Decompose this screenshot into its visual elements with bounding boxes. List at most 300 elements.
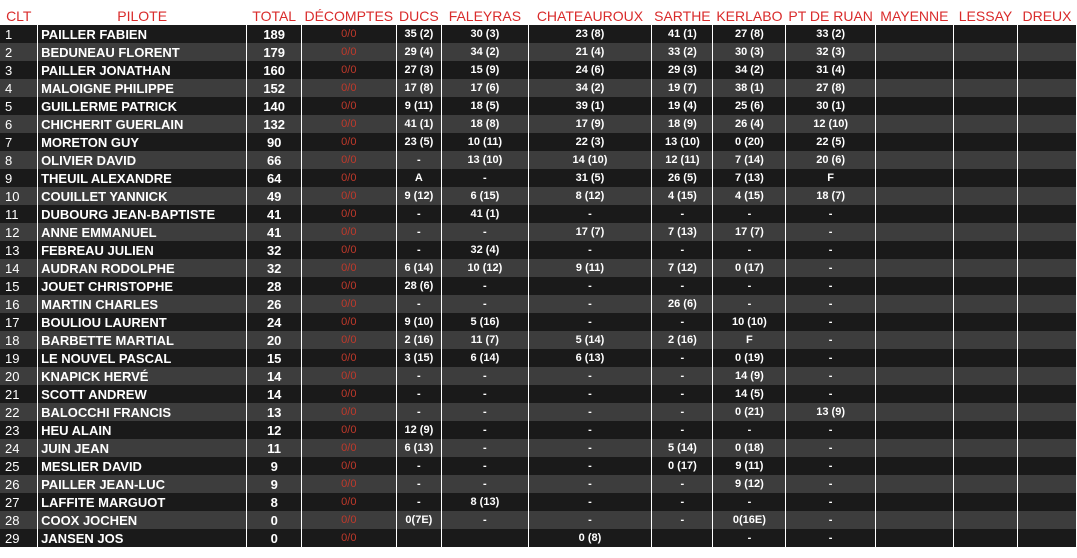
race-result-cell: - [396,151,442,169]
race-result-cell: - [442,169,528,187]
rank-cell: 21 [0,385,38,403]
table-row [0,79,1077,97]
race-result-cell [1017,97,1076,115]
race-result-cell [954,187,1018,205]
race-result-cell [1017,169,1076,187]
race-result-cell: 10 (12) [442,259,528,277]
race-result-cell: 38 (1) [713,79,786,97]
pilot-name-cell: HEU ALAIN [38,421,247,439]
total-points-cell: 189 [247,25,302,43]
race-result-cell: - [396,385,442,403]
pilot-name-cell: JANSEN JOS [38,529,247,547]
rank-cell: 24 [0,439,38,457]
race-result-cell: 8 (12) [528,187,652,205]
race-result-cell [954,439,1018,457]
race-result-cell: 5 (14) [652,439,713,457]
race-result-cell: 13 (10) [652,133,713,151]
decomptes-cell: 0/0 [302,205,396,223]
total-points-cell: 28 [247,277,302,295]
race-result-cell [954,385,1018,403]
race-result-cell: - [786,493,875,511]
rank-cell: 9 [0,169,38,187]
total-points-cell: 24 [247,313,302,331]
table-row [0,187,1077,205]
race-result-cell: 31 (5) [528,169,652,187]
decomptes-cell: 0/0 [302,223,396,241]
race-result-cell [875,43,953,61]
race-result-cell: - [652,349,713,367]
race-result-cell [954,457,1018,475]
table-row [0,259,1077,277]
pilot-name-cell: OLIVIER DAVID [38,151,247,169]
total-points-cell: 26 [247,295,302,313]
total-points-cell: 20 [247,331,302,349]
race-result-cell [954,475,1018,493]
race-result-cell [1017,457,1076,475]
race-result-cell: - [442,475,528,493]
total-points-cell: 90 [247,133,302,151]
race-result-cell [1017,421,1076,439]
table-row [0,349,1077,367]
race-result-cell: 18 (7) [786,187,875,205]
pilot-name-cell: JOUET CHRISTOPHE [38,277,247,295]
race-result-cell: 0 (8) [528,529,652,547]
race-result-cell [954,259,1018,277]
race-result-cell: - [652,277,713,295]
race-result-cell [1017,259,1076,277]
race-result-cell: - [652,475,713,493]
standings-body [0,25,1077,547]
race-result-cell [1017,61,1076,79]
race-result-cell: 17 (9) [528,115,652,133]
table-row [0,439,1077,457]
race-result-cell: - [786,385,875,403]
race-result-cell: 30 (1) [786,97,875,115]
header-lessay: LESSAY [954,7,1018,25]
race-result-cell: 14 (10) [528,151,652,169]
rank-cell: 26 [0,475,38,493]
race-result-cell: - [786,421,875,439]
race-result-cell: 6 (13) [396,439,442,457]
race-result-cell [1017,223,1076,241]
decomptes-cell: 0/0 [302,439,396,457]
race-result-cell [875,205,953,223]
race-result-cell [1017,151,1076,169]
race-result-cell: 9 (11) [713,457,786,475]
race-result-cell [954,403,1018,421]
race-result-cell: 34 (2) [442,43,528,61]
decomptes-cell: 0/0 [302,529,396,547]
race-result-cell [1017,187,1076,205]
total-points-cell: 32 [247,259,302,277]
race-result-cell [875,349,953,367]
race-result-cell [1017,115,1076,133]
race-result-cell: 23 (5) [396,133,442,151]
pilot-name-cell: CHICHERIT GUERLAIN [38,115,247,133]
rank-cell: 25 [0,457,38,475]
rank-cell: 17 [0,313,38,331]
table-row [0,277,1077,295]
race-result-cell: 0 (17) [713,259,786,277]
header-ducs: DUCS [396,7,442,25]
race-result-cell [1017,493,1076,511]
race-result-cell: - [713,241,786,259]
race-result-cell: 11 (7) [442,331,528,349]
race-result-cell: 25 (6) [713,97,786,115]
race-result-cell: 15 (9) [442,61,528,79]
race-result-cell [875,259,953,277]
decomptes-cell: 0/0 [302,421,396,439]
race-result-cell: 18 (8) [442,115,528,133]
race-result-cell: - [713,493,786,511]
race-result-cell: - [442,457,528,475]
rank-cell: 14 [0,259,38,277]
race-result-cell: - [442,403,528,421]
race-result-cell: 0(16E) [713,511,786,529]
table-row [0,367,1077,385]
header-total: TOTAL [247,7,302,25]
decomptes-cell: 0/0 [302,169,396,187]
table-row [0,475,1077,493]
race-result-cell: 0 (18) [713,439,786,457]
race-result-cell [875,385,953,403]
race-result-cell [875,295,953,313]
race-result-cell: - [652,367,713,385]
race-result-cell [954,115,1018,133]
race-result-cell: - [528,367,652,385]
race-result-cell: 14 (9) [713,367,786,385]
decomptes-cell: 0/0 [302,367,396,385]
pilot-name-cell: PAILLER FABIEN [38,25,247,43]
pilot-name-cell: PAILLER JEAN-LUC [38,475,247,493]
race-result-cell [875,457,953,475]
table-row [0,61,1077,79]
total-points-cell: 14 [247,385,302,403]
race-result-cell [1017,295,1076,313]
header-clt: CLT [0,7,38,25]
race-result-cell: 17 (7) [713,223,786,241]
header-row [0,7,1077,25]
rank-cell: 7 [0,133,38,151]
rank-cell: 13 [0,241,38,259]
pilot-name-cell: FEBREAU JULIEN [38,241,247,259]
pilot-name-cell: SCOTT ANDREW [38,385,247,403]
decomptes-cell: 0/0 [302,277,396,295]
race-result-cell [1017,241,1076,259]
race-result-cell [954,331,1018,349]
rank-cell: 6 [0,115,38,133]
rank-cell: 16 [0,295,38,313]
rank-cell: 1 [0,25,38,43]
race-result-cell: 19 (4) [652,97,713,115]
pilot-name-cell: BEDUNEAU FLORENT [38,43,247,61]
race-result-cell: - [528,439,652,457]
race-result-cell: - [652,403,713,421]
pilot-name-cell: ANNE EMMANUEL [38,223,247,241]
race-result-cell: - [713,529,786,547]
race-result-cell: 22 (5) [786,133,875,151]
race-result-cell: 12 (11) [652,151,713,169]
race-result-cell [1017,43,1076,61]
race-result-cell: - [528,475,652,493]
standings-table [0,7,1077,547]
race-result-cell: - [396,475,442,493]
race-result-cell [1017,529,1076,547]
table-row [0,97,1077,115]
race-result-cell [954,367,1018,385]
total-points-cell: 132 [247,115,302,133]
race-result-cell: 23 (8) [528,25,652,43]
race-result-cell: 12 (9) [396,421,442,439]
race-result-cell: 26 (6) [652,295,713,313]
race-result-cell: 7 (14) [713,151,786,169]
race-result-cell: 3 (15) [396,349,442,367]
race-result-cell: 0 (19) [713,349,786,367]
race-result-cell: - [528,295,652,313]
table-row [0,313,1077,331]
race-result-cell: - [786,277,875,295]
race-result-cell [954,241,1018,259]
pilot-name-cell: JUIN JEAN [38,439,247,457]
race-result-cell: 13 (9) [786,403,875,421]
table-row [0,295,1077,313]
pilot-name-cell: LE NOUVEL PASCAL [38,349,247,367]
race-result-cell [396,529,442,547]
race-result-cell: 20 (6) [786,151,875,169]
race-result-cell: - [442,223,528,241]
race-result-cell [875,169,953,187]
race-result-cell: - [442,385,528,403]
race-result-cell: 9 (11) [528,259,652,277]
race-result-cell: 9 (10) [396,313,442,331]
race-result-cell [954,295,1018,313]
race-result-cell [954,349,1018,367]
race-result-cell [1017,277,1076,295]
race-result-cell: 13 (10) [442,151,528,169]
rank-cell: 15 [0,277,38,295]
race-result-cell: 7 (13) [713,169,786,187]
header-pt-de-ruan: PT DE RUAN [786,7,875,25]
race-result-cell: 33 (2) [786,25,875,43]
race-result-cell: 32 (3) [786,43,875,61]
race-result-cell [954,43,1018,61]
decomptes-cell: 0/0 [302,79,396,97]
race-result-cell: - [528,205,652,223]
rank-cell: 18 [0,331,38,349]
race-result-cell [954,529,1018,547]
table-row [0,151,1077,169]
header-mayenne: MAYENNE [875,7,953,25]
table-row [0,169,1077,187]
race-result-cell [954,97,1018,115]
race-result-cell: 9 (12) [396,187,442,205]
race-result-cell: - [652,511,713,529]
race-result-cell: 26 (5) [652,169,713,187]
header-pilote: PILOTE [38,7,247,25]
decomptes-cell: 0/0 [302,511,396,529]
total-points-cell: 49 [247,187,302,205]
race-result-cell: 9 (11) [396,97,442,115]
total-points-cell: 12 [247,421,302,439]
race-result-cell: 17 (8) [396,79,442,97]
race-result-cell [954,151,1018,169]
pilot-name-cell: THEUIL ALEXANDRE [38,169,247,187]
race-result-cell [954,79,1018,97]
race-result-cell: - [786,313,875,331]
decomptes-cell: 0/0 [302,97,396,115]
header-decomptes: DÉCOMPTES [302,7,396,25]
race-result-cell: 9 (12) [713,475,786,493]
rank-cell: 28 [0,511,38,529]
race-result-cell [954,511,1018,529]
race-result-cell [652,529,713,547]
race-result-cell: - [528,385,652,403]
race-result-cell: - [786,223,875,241]
rank-cell: 2 [0,43,38,61]
race-result-cell: 10 (11) [442,133,528,151]
race-result-cell: - [786,529,875,547]
rank-cell: 10 [0,187,38,205]
race-result-cell [954,205,1018,223]
header-faleyras: FALEYRAS [442,7,528,25]
race-result-cell: - [786,367,875,385]
race-result-cell: - [528,313,652,331]
race-result-cell: 6 (15) [442,187,528,205]
race-result-cell: - [396,223,442,241]
race-result-cell: - [786,475,875,493]
race-result-cell [875,25,953,43]
race-result-cell: 6 (13) [528,349,652,367]
header-kerlabo: KERLABO [713,7,786,25]
pilot-name-cell: BOULIOU LAURENT [38,313,247,331]
race-result-cell: 26 (4) [713,115,786,133]
table-row [0,25,1077,43]
race-result-cell: - [528,277,652,295]
race-result-cell: 29 (4) [396,43,442,61]
total-points-cell: 179 [247,43,302,61]
table-row [0,43,1077,61]
race-result-cell: 19 (7) [652,79,713,97]
total-points-cell: 9 [247,475,302,493]
race-result-cell: F [786,169,875,187]
race-result-cell [1017,133,1076,151]
total-points-cell: 11 [247,439,302,457]
table-row [0,331,1077,349]
table-row [0,421,1077,439]
race-result-cell [1017,475,1076,493]
pilot-name-cell: AUDRAN RODOLPHE [38,259,247,277]
race-result-cell: - [528,493,652,511]
race-result-cell [1017,385,1076,403]
total-points-cell: 14 [247,367,302,385]
race-result-cell: - [713,421,786,439]
race-result-cell: 0 (21) [713,403,786,421]
race-result-cell: - [442,367,528,385]
race-result-cell: 41 (1) [442,205,528,223]
race-result-cell [1017,403,1076,421]
race-result-cell [875,241,953,259]
race-result-cell [1017,349,1076,367]
race-result-cell: 18 (5) [442,97,528,115]
total-points-cell: 0 [247,529,302,547]
race-result-cell: 39 (1) [528,97,652,115]
race-result-cell: 4 (15) [652,187,713,205]
race-result-cell [1017,79,1076,97]
total-points-cell: 0 [247,511,302,529]
decomptes-cell: 0/0 [302,457,396,475]
pilot-name-cell: BALOCCHI FRANCIS [38,403,247,421]
race-result-cell [1017,439,1076,457]
race-result-cell: 34 (2) [528,79,652,97]
race-result-cell: - [396,457,442,475]
race-result-cell: 27 (8) [786,79,875,97]
race-result-cell: - [442,511,528,529]
race-result-cell [875,331,953,349]
race-result-cell: - [786,259,875,277]
race-result-cell: - [652,313,713,331]
rank-cell: 29 [0,529,38,547]
table-row [0,385,1077,403]
race-result-cell: - [528,511,652,529]
decomptes-cell: 0/0 [302,331,396,349]
race-result-cell: 31 (4) [786,61,875,79]
decomptes-cell: 0/0 [302,313,396,331]
race-result-cell: - [786,241,875,259]
rank-cell: 8 [0,151,38,169]
race-result-cell [875,439,953,457]
race-result-cell: - [442,421,528,439]
rank-cell: 4 [0,79,38,97]
header-dreux: DREUX [1017,7,1076,25]
race-result-cell: 41 (1) [396,115,442,133]
rank-cell: 5 [0,97,38,115]
race-result-cell: 12 (10) [786,115,875,133]
race-result-cell: 33 (2) [652,43,713,61]
race-result-cell [875,97,953,115]
race-result-cell: 0 (20) [713,133,786,151]
race-result-cell: - [786,457,875,475]
total-points-cell: 8 [247,493,302,511]
race-result-cell: F [713,331,786,349]
pilot-name-cell: COUILLET YANNICK [38,187,247,205]
race-result-cell [1017,367,1076,385]
race-result-cell: - [713,205,786,223]
race-result-cell: 0 (17) [652,457,713,475]
race-result-cell: 7 (13) [652,223,713,241]
total-points-cell: 41 [247,223,302,241]
pilot-name-cell: LAFFITE MARGUOT [38,493,247,511]
race-result-cell: 24 (6) [528,61,652,79]
table-row [0,457,1077,475]
race-result-cell: 34 (2) [713,61,786,79]
race-result-cell: - [396,205,442,223]
rank-cell: 27 [0,493,38,511]
race-result-cell [1017,25,1076,43]
pilot-name-cell: MORETON GUY [38,133,247,151]
race-result-cell: - [396,295,442,313]
race-result-cell: - [396,367,442,385]
race-result-cell: 8 (13) [442,493,528,511]
race-result-cell [1017,511,1076,529]
pilot-name-cell: DUBOURG JEAN-BAPTISTE [38,205,247,223]
race-result-cell [442,529,528,547]
total-points-cell: 9 [247,457,302,475]
total-points-cell: 13 [247,403,302,421]
race-result-cell: 5 (14) [528,331,652,349]
race-result-cell: - [442,295,528,313]
decomptes-cell: 0/0 [302,61,396,79]
table-row [0,133,1077,151]
